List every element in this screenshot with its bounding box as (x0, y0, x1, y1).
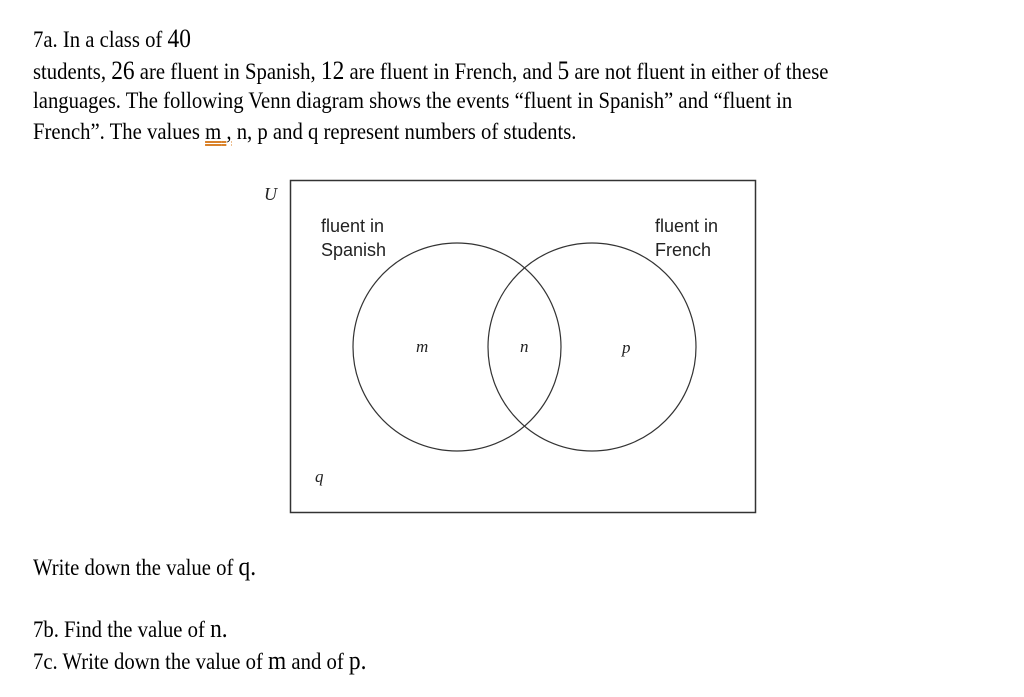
question-line-3: languages. The following Venn diagram shows the events “fluent in Spanish” and “fluent in (33, 88, 793, 113)
french-set-label: fluent in French (655, 216, 719, 260)
spanish-count: 26 (111, 56, 135, 85)
text: are fluent in Spanish, (139, 59, 316, 84)
text: are not fluent in either of these (574, 59, 829, 84)
var-q: q (307, 119, 319, 144)
neither-count: 5 (557, 56, 570, 85)
text: represent numbers of students. (323, 119, 577, 144)
region-p: p (622, 338, 631, 357)
text: 7a. In a class of (33, 27, 163, 52)
region-q: q (315, 467, 324, 486)
region-n: n (520, 337, 529, 356)
var-m: m , (205, 119, 232, 144)
prompt-7c: 7c. Write down the value of m and of p. (33, 646, 367, 675)
universe-label: U (264, 184, 277, 204)
var-n: n, (236, 119, 253, 144)
french-count: 12 (320, 56, 345, 85)
prompt-7b: 7b. Find the value of n. (33, 614, 228, 643)
prompt-7a: Write down the value of q. (33, 552, 257, 581)
spanish-set-label: fluent in Spanish (321, 216, 387, 260)
text: French”. The values (33, 119, 200, 144)
spanish-circle (353, 243, 561, 451)
text: are fluent in French, and (349, 59, 553, 84)
text: and (272, 119, 303, 144)
text: students, (33, 59, 107, 84)
var-p: p (257, 119, 268, 144)
region-m: m (416, 337, 429, 356)
total-students: 40 (167, 24, 191, 53)
